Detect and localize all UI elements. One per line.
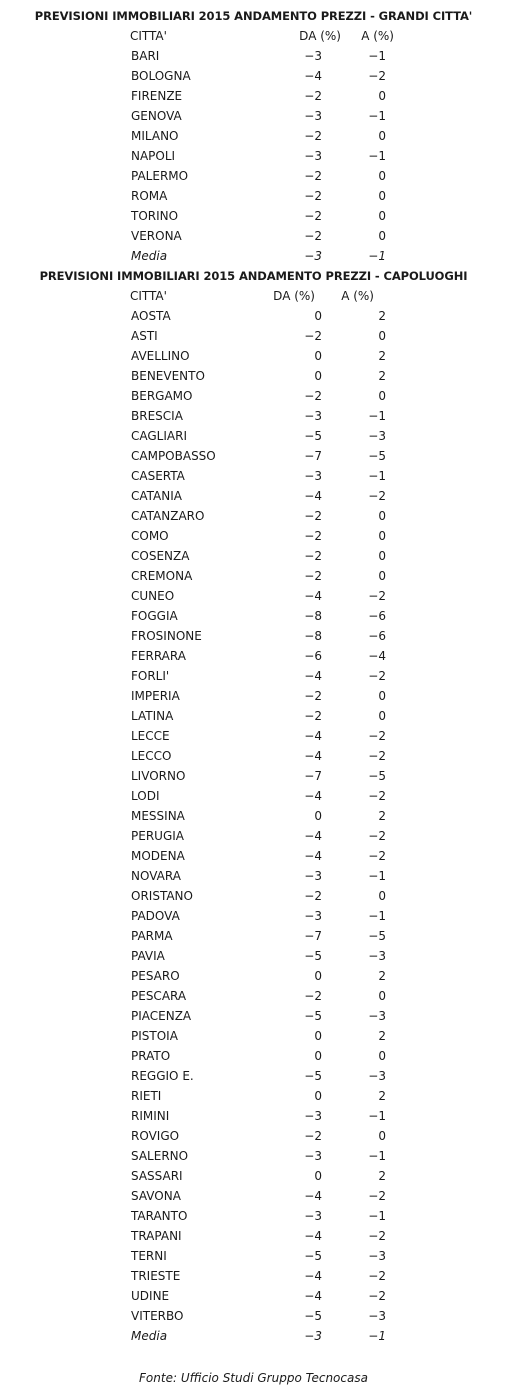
da-value: 0 (314, 969, 322, 983)
city-name: MODENA (131, 849, 185, 863)
da-value: 0 (314, 1029, 322, 1043)
a-value: 0 (378, 1129, 386, 1143)
table-row (0, 646, 507, 666)
a-value: 0 (378, 229, 386, 243)
city-name: GENOVA (131, 109, 182, 123)
a-value: −4 (368, 649, 386, 663)
city-name: ROMA (131, 189, 168, 203)
city-name: CREMONA (131, 569, 193, 583)
city-name: MESSINA (131, 809, 185, 823)
da-value: −4 (304, 669, 322, 683)
table-row (0, 946, 507, 966)
city-name: PRATO (131, 1049, 171, 1063)
da-value: 0 (314, 1049, 322, 1063)
table-row (0, 1086, 507, 1106)
city-name: CAMPOBASSO (131, 449, 216, 463)
city-name: CASERTA (131, 469, 185, 483)
a-value: −2 (368, 849, 386, 863)
a-value: −1 (368, 869, 386, 883)
da-value: −3 (304, 249, 322, 263)
city-name: BOLOGNA (131, 69, 191, 83)
a-value: 0 (378, 129, 386, 143)
city-name: CITTA' (130, 29, 167, 43)
a-value: −5 (368, 449, 386, 463)
city-name: PAVIA (131, 949, 165, 963)
city-name: CITTA' (130, 289, 167, 303)
a-value: −2 (368, 749, 386, 763)
a-value: −1 (368, 1329, 386, 1343)
city-name: COMO (131, 529, 169, 543)
da-value: −2 (304, 549, 322, 563)
table-row (0, 466, 507, 486)
a-value: 0 (378, 989, 386, 1003)
table-row (0, 366, 507, 386)
a-value: −1 (368, 1109, 386, 1123)
city-name: BERGAMO (131, 389, 193, 403)
table-row (0, 1066, 507, 1086)
da-value: 0 (314, 1169, 322, 1183)
a-value: −3 (368, 429, 386, 443)
table-row (0, 526, 507, 546)
table-row (0, 166, 507, 186)
da-value: −8 (304, 629, 322, 643)
a-value: 0 (378, 1049, 386, 1063)
da-value: −8 (304, 609, 322, 623)
table-header (0, 286, 507, 306)
da-value: −2 (304, 509, 322, 523)
city-name: FROSINONE (131, 629, 202, 643)
table-row (0, 726, 507, 746)
da-value: −2 (304, 209, 322, 223)
table-row (0, 866, 507, 886)
city-name: PESARO (131, 969, 180, 983)
a-value: −2 (368, 1189, 386, 1203)
table-average-row (0, 246, 507, 266)
a-value: 0 (378, 549, 386, 563)
a-value: −5 (368, 929, 386, 943)
a-value: −2 (368, 829, 386, 843)
da-value: −3 (304, 409, 322, 423)
da-value: DA (%) (273, 289, 315, 303)
da-value: −2 (304, 389, 322, 403)
city-name: RIMINI (131, 1109, 170, 1123)
da-value: −4 (304, 1189, 322, 1203)
da-value: −4 (304, 849, 322, 863)
city-name: AVELLINO (131, 349, 190, 363)
da-value: −4 (304, 489, 322, 503)
da-value: DA (%) (299, 29, 341, 43)
a-value: −1 (368, 409, 386, 423)
da-value: −2 (304, 129, 322, 143)
da-value: −2 (304, 189, 322, 203)
da-value: −3 (304, 49, 322, 63)
table-row (0, 1266, 507, 1286)
table-row (0, 546, 507, 566)
table-row (0, 846, 507, 866)
city-name: BARI (131, 49, 160, 63)
table-row (0, 86, 507, 106)
da-value: −6 (304, 649, 322, 663)
a-value: −3 (368, 1069, 386, 1083)
city-name: COSENZA (131, 549, 190, 563)
da-value: −2 (304, 229, 322, 243)
a-value: 0 (378, 209, 386, 223)
city-name: PERUGIA (131, 829, 184, 843)
city-name: CAGLIARI (131, 429, 187, 443)
a-value: 0 (378, 509, 386, 523)
da-value: −4 (304, 1289, 322, 1303)
city-name: LECCE (131, 729, 170, 743)
city-name: TERNI (131, 1249, 167, 1263)
city-name: NOVARA (131, 869, 181, 883)
da-value: 0 (314, 349, 322, 363)
table-row (0, 1226, 507, 1246)
city-name: LATINA (131, 709, 174, 723)
city-name: AOSTA (131, 309, 171, 323)
table-row (0, 806, 507, 826)
city-name: ROVIGO (131, 1129, 180, 1143)
a-value: −3 (368, 1249, 386, 1263)
da-value: −4 (304, 789, 322, 803)
table-row (0, 1006, 507, 1026)
a-value: 2 (378, 1089, 386, 1103)
da-value: 0 (314, 1089, 322, 1103)
da-value: −2 (304, 989, 322, 1003)
a-value: 0 (378, 89, 386, 103)
da-value: −2 (304, 89, 322, 103)
da-value: −4 (304, 589, 322, 603)
a-value: −1 (368, 109, 386, 123)
a-value: −3 (368, 1009, 386, 1023)
table-row (0, 46, 507, 66)
a-value: −2 (368, 669, 386, 683)
city-name: Media (131, 249, 168, 263)
city-name: SALERNO (131, 1149, 189, 1163)
table-row (0, 1306, 507, 1326)
city-name: BRESCIA (131, 409, 183, 423)
table-average-row (0, 1326, 507, 1346)
a-value: 0 (378, 329, 386, 343)
da-value: −3 (304, 1329, 322, 1343)
da-value: −5 (304, 1249, 322, 1263)
da-value: −2 (304, 1129, 322, 1143)
da-value: −2 (304, 889, 322, 903)
table-row (0, 746, 507, 766)
table-row (0, 626, 507, 646)
a-value: 0 (378, 189, 386, 203)
a-value: −5 (368, 769, 386, 783)
city-name: NAPOLI (131, 149, 176, 163)
a-value: −6 (368, 609, 386, 623)
table-row (0, 346, 507, 366)
da-value: −4 (304, 729, 322, 743)
table-row (0, 1166, 507, 1186)
a-value: −1 (368, 249, 386, 263)
city-name: VITERBO (131, 1309, 184, 1323)
city-name: BENEVENTO (131, 369, 205, 383)
da-value: −7 (304, 929, 322, 943)
section-title: PREVISIONI IMMOBILIARI 2015 ANDAMENTO PREZZI - CAPOLUOGHI (39, 269, 468, 283)
a-value: 2 (378, 809, 386, 823)
a-value: 2 (378, 1029, 386, 1043)
a-value: 2 (378, 969, 386, 983)
table-row (0, 106, 507, 126)
a-value: A (%) (361, 29, 394, 43)
da-value: −3 (304, 1209, 322, 1223)
city-name: PALERMO (131, 169, 189, 183)
table-row (0, 186, 507, 206)
city-name: CATANIA (131, 489, 182, 503)
city-name: PARMA (131, 929, 173, 943)
city-name: TORINO (131, 209, 179, 223)
a-value: −2 (368, 489, 386, 503)
da-value: −2 (304, 569, 322, 583)
da-value: −5 (304, 949, 322, 963)
city-name: PIACENZA (131, 1009, 192, 1023)
da-value: −5 (304, 1009, 322, 1023)
city-name: FERRARA (131, 649, 186, 663)
da-value: −5 (304, 429, 322, 443)
table-row (0, 986, 507, 1006)
table-row (0, 1106, 507, 1126)
table-row (0, 1026, 507, 1046)
table-row (0, 226, 507, 246)
a-value: −1 (368, 469, 386, 483)
city-name: ORISTANO (131, 889, 193, 903)
a-value: A (%) (341, 289, 374, 303)
da-value: −3 (304, 149, 322, 163)
city-name: MILANO (131, 129, 179, 143)
da-value: −3 (304, 109, 322, 123)
a-value: 0 (378, 689, 386, 703)
table-row (0, 486, 507, 506)
a-value: 0 (378, 389, 386, 403)
a-value: 0 (378, 529, 386, 543)
city-name: SASSARI (131, 1169, 183, 1183)
da-value: 0 (314, 369, 322, 383)
table-row (0, 686, 507, 706)
city-name: FIRENZE (131, 89, 183, 103)
table-row (0, 1126, 507, 1146)
table-row (0, 126, 507, 146)
a-value: −6 (368, 629, 386, 643)
a-value: 2 (378, 309, 386, 323)
da-value: −3 (304, 469, 322, 483)
city-name: TARANTO (131, 1209, 188, 1223)
table-row (0, 1186, 507, 1206)
a-value: −1 (368, 149, 386, 163)
table-row (0, 666, 507, 686)
city-name: CUNEO (131, 589, 175, 603)
city-name: CATANZARO (131, 509, 205, 523)
a-value: −2 (368, 589, 386, 603)
table-row (0, 886, 507, 906)
table-row (0, 966, 507, 986)
city-name: PISTOIA (131, 1029, 178, 1043)
table-row (0, 446, 507, 466)
da-value: −4 (304, 69, 322, 83)
a-value: 0 (378, 569, 386, 583)
city-name: ASTI (131, 329, 158, 343)
a-value: −2 (368, 789, 386, 803)
table-row (0, 926, 507, 946)
city-name: IMPERIA (131, 689, 180, 703)
da-value: −7 (304, 449, 322, 463)
city-name: PADOVA (131, 909, 180, 923)
table-row (0, 66, 507, 86)
table-row (0, 146, 507, 166)
city-name: PESCARA (131, 989, 187, 1003)
table-row (0, 506, 507, 526)
city-name: RIETI (131, 1089, 162, 1103)
table-row (0, 766, 507, 786)
city-name: LECCO (131, 749, 172, 763)
a-value: 2 (378, 369, 386, 383)
a-value: −2 (368, 69, 386, 83)
city-name: SAVONA (131, 1189, 181, 1203)
table-row (0, 426, 507, 446)
city-name: TRAPANI (131, 1229, 182, 1243)
a-value: 0 (378, 169, 386, 183)
da-value: 0 (314, 809, 322, 823)
a-value: −2 (368, 1269, 386, 1283)
a-value: −1 (368, 1209, 386, 1223)
table-row (0, 1206, 507, 1226)
da-value: −4 (304, 1229, 322, 1243)
a-value: −2 (368, 1289, 386, 1303)
a-value: −3 (368, 1309, 386, 1323)
table-row (0, 406, 507, 426)
table-row (0, 1286, 507, 1306)
da-value: −4 (304, 829, 322, 843)
a-value: −3 (368, 949, 386, 963)
da-value: −2 (304, 689, 322, 703)
city-name: VERONA (131, 229, 182, 243)
table-row (0, 1046, 507, 1066)
table-row (0, 566, 507, 586)
city-name: FOGGIA (131, 609, 178, 623)
a-value: 2 (378, 1169, 386, 1183)
table-row (0, 306, 507, 326)
table-row (0, 326, 507, 346)
table-row (0, 1146, 507, 1166)
table-row (0, 1246, 507, 1266)
a-value: −2 (368, 1229, 386, 1243)
section-title: PREVISIONI IMMOBILIARI 2015 ANDAMENTO PREZZI - GRANDI CITTA' (34, 9, 473, 23)
a-value: −1 (368, 49, 386, 63)
a-value: −2 (368, 729, 386, 743)
source-note: Fonte: Ufficio Studi Gruppo Tecnocasa (139, 1371, 368, 1385)
table-row (0, 906, 507, 926)
da-value: −4 (304, 749, 322, 763)
da-value: 0 (314, 309, 322, 323)
da-value: −3 (304, 1109, 322, 1123)
city-name: TRIESTE (131, 1269, 181, 1283)
da-value: −2 (304, 169, 322, 183)
da-value: −2 (304, 709, 322, 723)
da-value: −2 (304, 329, 322, 343)
a-value: 2 (378, 349, 386, 363)
da-value: −3 (304, 1149, 322, 1163)
table-header (0, 26, 507, 46)
city-name: Media (131, 1329, 168, 1343)
da-value: −5 (304, 1309, 322, 1323)
city-name: LIVORNO (131, 769, 186, 783)
city-name: FORLI' (131, 669, 170, 683)
da-value: −7 (304, 769, 322, 783)
da-value: −4 (304, 1269, 322, 1283)
da-value: −2 (304, 529, 322, 543)
a-value: 0 (378, 889, 386, 903)
city-name: UDINE (131, 1289, 170, 1303)
city-name: REGGIO E. (131, 1069, 194, 1083)
a-value: −1 (368, 1149, 386, 1163)
da-value: −3 (304, 909, 322, 923)
city-name: LODI (131, 789, 160, 803)
table-row (0, 606, 507, 626)
table-row (0, 786, 507, 806)
table-row (0, 826, 507, 846)
table-row (0, 386, 507, 406)
da-value: −5 (304, 1069, 322, 1083)
table-row (0, 206, 507, 226)
table-row (0, 586, 507, 606)
table-row (0, 706, 507, 726)
da-value: −3 (304, 869, 322, 883)
a-value: −1 (368, 909, 386, 923)
a-value: 0 (378, 709, 386, 723)
